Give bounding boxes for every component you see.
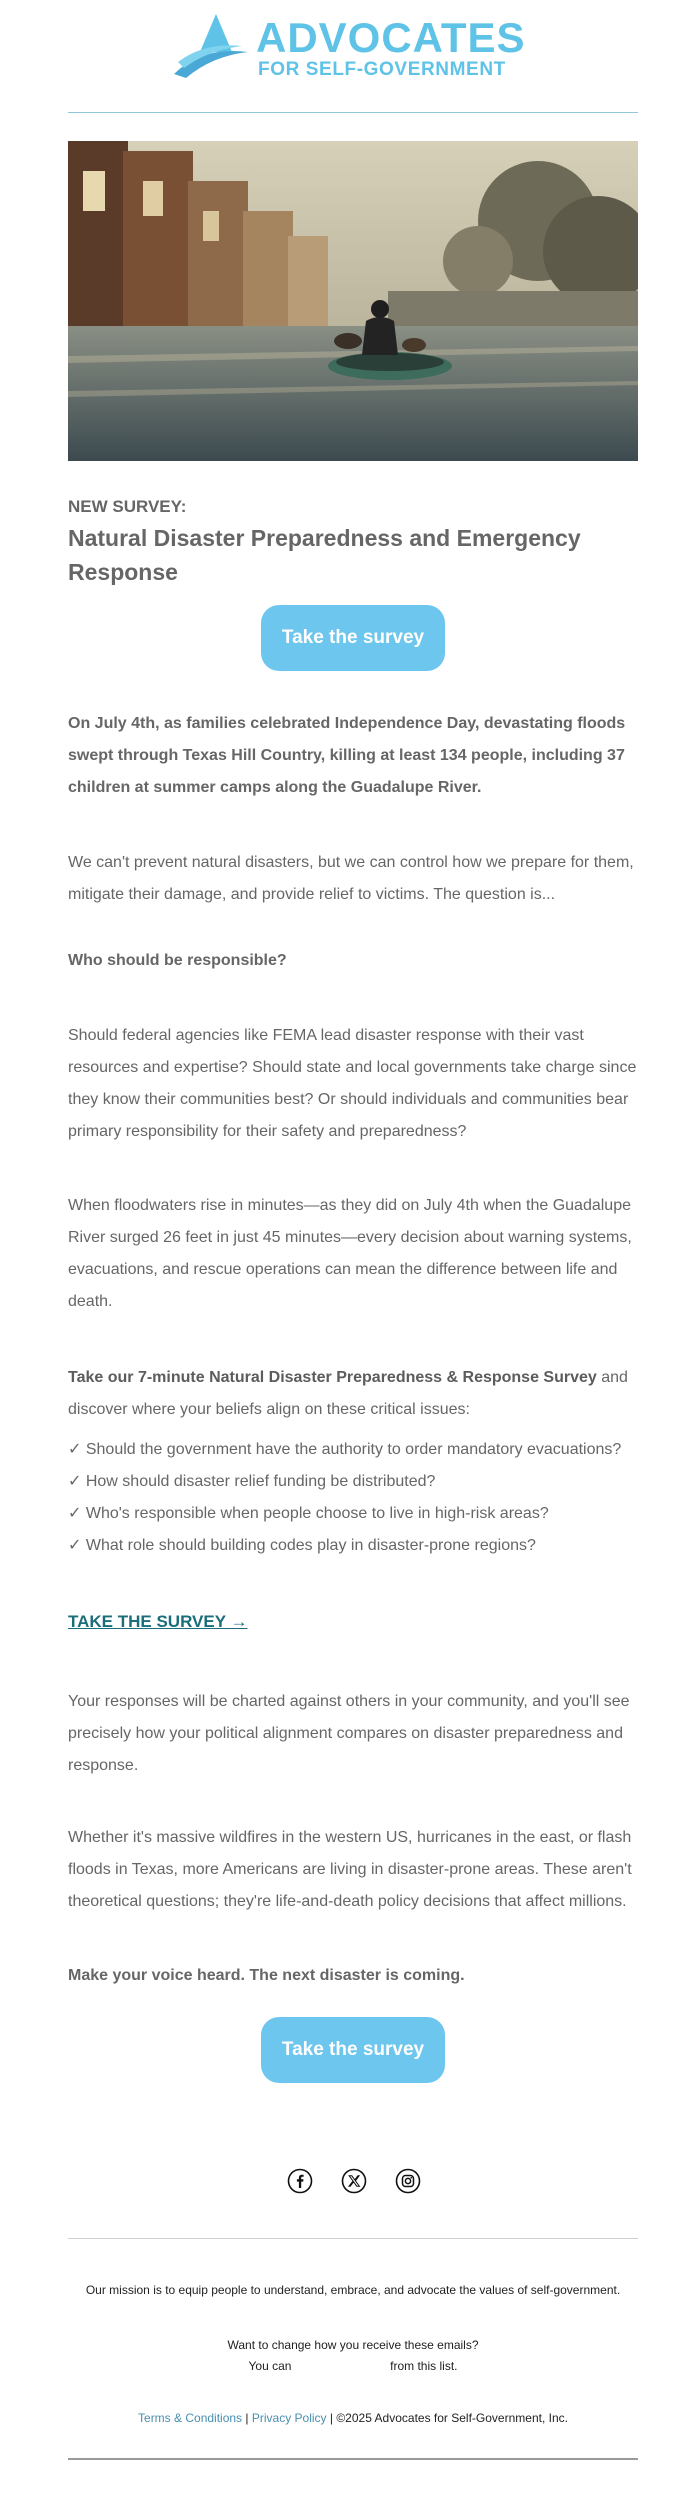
checklist-item: ✓ Who's responsible when people choose to live in high-risk areas? [68, 1505, 549, 1522]
terms-link[interactable]: Terms & Conditions [138, 2411, 243, 2425]
brand-tagline: FOR SELF-GOVERNMENT [258, 59, 506, 80]
intro-paragraph: On July 4th, as families celebrated Independence Day, devastating floods swept through Texas Hill Country, killing at least 134 people, including 37 children at summer camps along the Guadalupe River. [68, 715, 626, 796]
instagram-icon[interactable] [395, 2168, 421, 2194]
survey-pitch-bold: Take our 7-minute Natural Disaster Preparedness & Response Survey [68, 1369, 597, 1386]
survey-eyebrow: NEW SURVEY: [68, 497, 187, 516]
brand-logo[interactable] [172, 12, 532, 82]
paragraph-voice-heard: Make your voice heard. The next disaster is coming. [68, 1967, 465, 1984]
paragraph-disaster-areas: Whether it's massive wildfires in the western US, hurricanes in the east, or flash floods in Texas, more Americans are living in disaster-prone areas. These aren't theoretical questions; they're life-and-death policy decisions that affect millions. [68, 1829, 632, 1910]
footer-bottom-rule [68, 2458, 638, 2460]
paragraph-who-leads: Should federal agencies like FEMA lead disaster response with their vast resources and expertise? Should state and local governments take charge since they know their communities best? Or should individuals and communities bear primary responsibility for their safety and preparedness? [68, 1027, 637, 1140]
paragraph-survey-pitch [68, 1362, 638, 1426]
take-survey-link[interactable]: TAKE THE SURVEY → [68, 1612, 248, 1631]
paragraph-prevention: We can't prevent natural disasters, but we can control how we prepare for them, mitigate their damage, and provide relief to victims. The question is... [68, 854, 634, 903]
paragraph-responsibility-question: Who should be responsible? [68, 952, 287, 969]
footer-from-list: from this list. [390, 2359, 458, 2373]
footer-legal-line [68, 2410, 638, 2426]
privacy-link[interactable]: Privacy Policy [251, 2411, 327, 2425]
hero-image [68, 141, 638, 461]
survey-pitch-rest: and discover where your beliefs align on these critical issues: [68, 1369, 628, 1418]
header-divider [68, 112, 638, 113]
facebook-icon[interactable] [287, 2168, 313, 2194]
x-icon[interactable] [341, 2168, 367, 2194]
brand-name: ADVOCATES [256, 14, 526, 61]
footer-change-question: Want to change how you receive these emails? [227, 2338, 479, 2352]
paragraph-floodwaters: When floodwaters rise in minutes—as they did on July 4th when the Guadalupe River surged 26 feet in just 45 minutes—every decision about warning systems, evacuations, and rescue operations can mean the difference between life and death. [68, 1197, 632, 1310]
footer-divider [68, 2238, 638, 2239]
footer-you-can: You can [248, 2359, 292, 2373]
logo-mark-icon [172, 12, 250, 82]
checklist-item: ✓ Should the government have the authority to order mandatory evacuations? [68, 1441, 622, 1458]
paragraph-responses-charted: Your responses will be charted against others in your community, and you'll see precisely how your political alignment compares on disaster preparedness and response. [68, 1693, 630, 1774]
footer-unsubscribe-line [68, 2358, 638, 2374]
checklist-item: ✓ What role should building codes play in disaster-prone regions? [68, 1537, 536, 1554]
footer-mission: Our mission is to equip people to understand, embrace, and advocate the values of self-government. [85, 2283, 621, 2297]
survey-headline: Natural Disaster Preparedness and Emergency Response [68, 525, 581, 585]
footer-copyright: | ©2025 Advocates for Self-Government, Inc. [326, 2411, 568, 2425]
take-survey-button-bottom[interactable]: Take the survey [261, 2017, 445, 2083]
checklist-item: ✓ How should disaster relief funding be distributed? [68, 1473, 436, 1490]
take-survey-button-top[interactable]: Take the survey [261, 605, 445, 671]
footer-separator: | [242, 2411, 252, 2425]
